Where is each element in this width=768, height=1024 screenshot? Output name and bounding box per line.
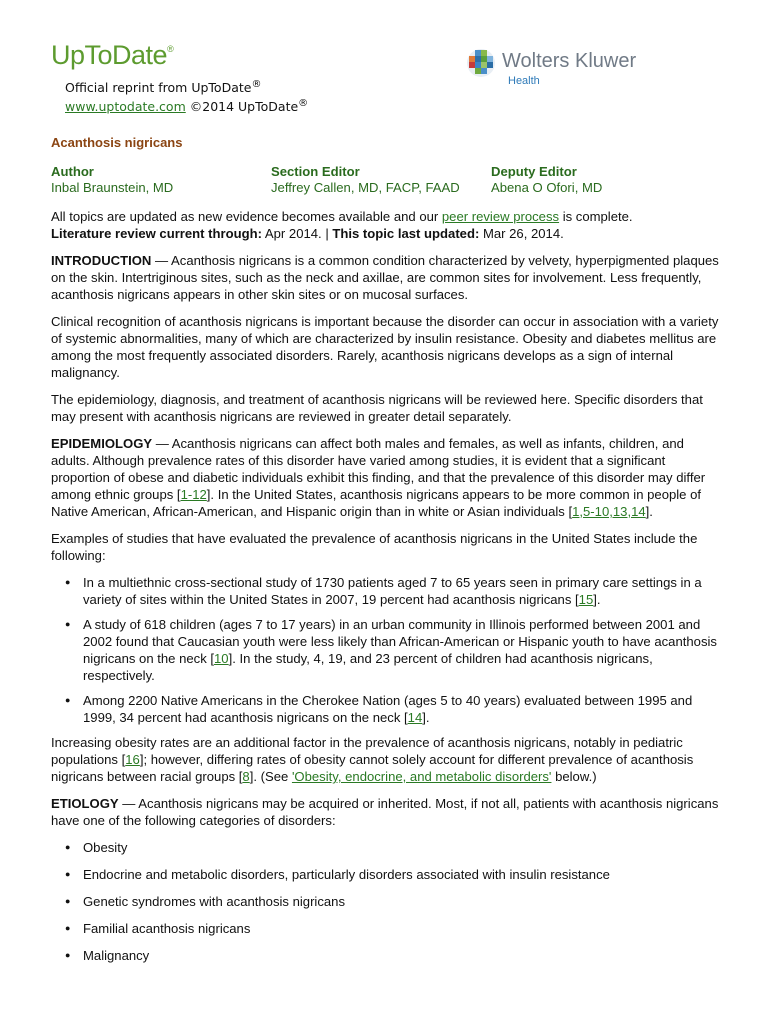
obesity-paragraph: Increasing obesity rates are an additional factor in the prevalence of acanthosis nigricans, notably in pediatric populations [16]; however, differing rates of obesity cannot solely account for different prevalence of acanthosis nigricans between racial groups [8]. (See 'Obesity, endocrine, and metabolic disorders' below.)	[51, 735, 694, 784]
wolters-kluwer-globe-icon	[466, 48, 496, 78]
wolters-kluwer-logo	[466, 46, 656, 92]
author-name: Inbal Braunstein, MD	[51, 180, 174, 195]
list-item: ● Among 2200 Native Americans in the Cherokee Nation (ages 5 to 40 years) evaluated between 1995 and 1999, 34 percent had acanthosis nigricans on the neck [14].	[83, 692, 719, 726]
editors-block	[51, 164, 719, 196]
list-item: ● Endocrine and metabolic disorders, particularly disorders associated with insulin resistance	[83, 866, 719, 883]
reference-link[interactable]: 8	[242, 769, 250, 784]
examples-intro: Examples of studies that have evaluated the prevalence of acanthosis nigricans in the United States include the following:	[51, 531, 698, 563]
list-item: ● A study of 618 children (ages 7 to 17 years) in an urban community in Illinois performed between 2001 and 2002 found that Caucasian youth were less likely than African-American or Hispanic youth to have acanthosis nigricans on the neck [10]. In the study, 4, 19, and 23 percent of children had acanthosis nigricans, respectively.	[83, 616, 719, 684]
intro-heading: INTRODUCTION	[51, 253, 152, 268]
deputy-editor-label: Deputy Editor	[491, 164, 577, 179]
list-item: ● Familial acanthosis nigricans	[83, 920, 719, 937]
section-editor-col	[271, 164, 491, 196]
epidemiology-paragraph: EPIDEMIOLOGY — Acanthosis nigricans can affect both males and females, as well as infants, children, and adults. Although prevalence rates of this disorder have varied among studies, it is evident that a significant proportion of obese and diabetic individuals exhibit this finding, and that the prevalence of this disorder may differ among ethnic groups [1-12]. In the United States, acanthosis nigricans appears to be more common in people of Native American, African-American, and Hispanic origin than in white or Asian individuals [1,5-10,13,14].	[51, 436, 706, 519]
list-item: ● Malignancy	[83, 947, 719, 964]
section-link[interactable]: 'Obesity, endocrine, and metabolic disorders'	[291, 769, 552, 784]
introduction-paragraph: INTRODUCTION — Acanthosis nigricans is a common condition characterized by velvety, hyperpigmented plaques on the skin. Intertriginous sites, such as the neck and axillae, are common sites for involvement. Less frequently, acanthosis nigricans appears in other skin sites or on mucosal surfaces.	[51, 253, 719, 302]
publisher-name: Wolters Kluwer	[502, 50, 637, 72]
section-editor-label: Section Editor	[271, 164, 360, 179]
uptodate-logo: UpToDate®	[51, 40, 174, 70]
epidemiology-heading: EPIDEMIOLOGY	[51, 436, 153, 451]
reference-link[interactable]: 1-12	[180, 487, 207, 502]
reference-link[interactable]: 14	[407, 710, 423, 725]
categories-list	[51, 839, 719, 964]
author-label: Author	[51, 164, 94, 179]
studies-list	[51, 574, 719, 726]
section-editor-name: Jeffrey Callen, MD, FACP, FAAD	[271, 180, 460, 195]
reference-link[interactable]: 15	[578, 592, 594, 607]
page-title: Acanthosis nigricans	[51, 135, 183, 150]
reference-link[interactable]: 16	[125, 752, 140, 767]
list-item: ● In a multiethnic cross-sectional study of 1730 patients aged 7 to 65 years seen in primary care settings in a variety of sites within the United States in 2007, 19 percent had acanthosis nigricans [15].	[83, 574, 719, 608]
etiology-heading: ETIOLOGY	[51, 796, 119, 811]
author-col	[51, 164, 271, 196]
peer-review-link[interactable]: peer review process	[441, 209, 560, 224]
deputy-editor-col	[491, 164, 602, 196]
article-body	[51, 134, 719, 974]
clinical-paragraph: Clinical recognition of acanthosis nigricans is important because the disorder can occur in association with a variety of systemic abnormalities, many of which are characterized by insulin resistance. Obesity and diabetes mellitus are among the most frequently associated disorders. Rarely, acanthosis nigricans develops as a sign of internal malignancy.	[51, 314, 719, 380]
etiology-paragraph: ETIOLOGY — Acanthosis nigricans may be acquired or inherited. Most, if not all, patients with acanthosis nigricans have one of the following categories of disorders:	[51, 796, 719, 828]
reprint-notice: Official reprint from UpToDate® www.uptodate.com ©2014 UpToDate®	[65, 79, 309, 115]
reference-link[interactable]: 10	[214, 651, 229, 666]
list-item: ● Genetic syndromes with acanthosis nigricans	[83, 893, 719, 910]
deputy-editor-name: Abena O Ofori, MD	[491, 180, 603, 195]
reference-link[interactable]: 1,5-10,13,14	[572, 504, 646, 519]
update-notice: All topics are updated as new evidence becomes available and our peer review process is complete. Literature review current through: Apr 2014. | This topic last updated: Mar 26, 2014.	[51, 209, 633, 241]
list-item: ● Obesity	[83, 839, 719, 856]
reprint-line: Official reprint from UpToDate	[65, 80, 252, 96]
copyright: ©2014 UpToDate	[189, 99, 299, 115]
uptodate-url-link[interactable]: www.uptodate.com	[65, 99, 186, 115]
review-paragraph: The epidemiology, diagnosis, and treatment of acanthosis nigricans will be reviewed here. Specific disorders that may present with acanthosis nigricans are reviewed in greater detail separately.	[51, 392, 703, 424]
publisher-sub: Health	[508, 75, 540, 87]
